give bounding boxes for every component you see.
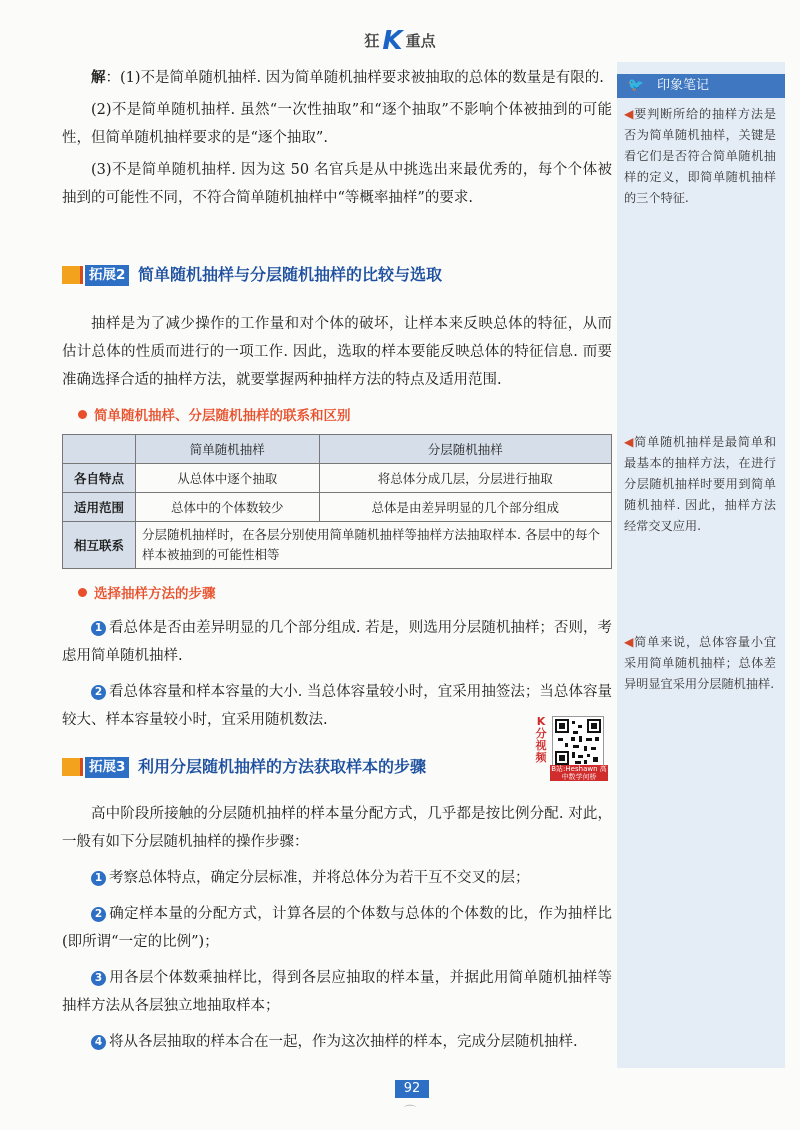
page-header	[0, 26, 800, 56]
comparison-table	[62, 434, 612, 569]
ext3-body	[62, 800, 612, 1056]
table-cell: 分层随机抽样时，在各层分别使用简单随机抽样等抽样方法抽取样本. 各层中的每个样本被抽到的可能性相等	[136, 522, 612, 569]
row-label: 各自特点	[63, 464, 136, 493]
bird-ornament-icon: ⌒	[404, 1104, 417, 1118]
table-cell: 总体中的个体数较少	[136, 493, 320, 522]
step-item: 1 考察总体特点，确定分层标准，并将总体分为若干互不交叉的层；	[62, 864, 612, 892]
step-item: 2 确定样本量的分配方式，计算各层的个体数与总体的个体数的比，作为抽样比(即所谓“一定的比例”)；	[62, 906, 612, 950]
table-header-cell: 简单随机抽样	[136, 435, 320, 464]
row-label: 适用范围	[63, 493, 136, 522]
table-row	[63, 493, 612, 522]
triangle-icon: ◀	[624, 635, 635, 649]
notes-sidebar	[617, 62, 785, 1068]
page-number: 92	[395, 1080, 429, 1098]
step-item: 2 看总体容量和样本容量的大小. 当总体容量较小时，宜采用抽签法；当总体容量较大、样本容量较小时，宜采用随机数法.	[62, 684, 612, 728]
row-label: 相互联系	[63, 522, 136, 569]
k-logo-icon: K	[382, 26, 403, 56]
bird-icon: 🐦	[627, 78, 645, 93]
video-label: K 分视频	[535, 715, 547, 764]
bullet-icon	[78, 410, 87, 419]
qr-caption: B站:Heshawn 高中数学何桥	[551, 765, 607, 781]
header-right: 重点	[405, 32, 436, 50]
step-item: 3 用各层个体数乘抽样比，得到各层应抽取的样本量，并据此用简单随机抽样等抽样方法从各层独立地抽取样本；	[62, 970, 612, 1014]
number-badge: 2	[91, 907, 106, 922]
number-badge: 1	[91, 621, 106, 636]
ext2-tag: 拓展2	[85, 265, 129, 286]
ext2-steps	[62, 614, 612, 734]
solution-p1: 解：(1)不是简单随机抽样. 因为简单随机抽样要求被抽取的总体的数量是有限的.	[91, 69, 604, 86]
number-badge: 2	[91, 685, 106, 700]
solution-p3: (3)不是简单随机抽样. 因为这 50 名官兵是从中挑选出来最优秀的，每个个体被抽到的可能性不同，不符合简单随机抽样中“等概率抽样”的要求.	[62, 162, 612, 206]
ext3-title: 利用分层随机抽样的方法获取样本的步骤	[138, 757, 427, 776]
table-row	[63, 464, 612, 493]
triangle-icon: ◀	[624, 107, 635, 121]
table-cell: 从总体中逐个抽取	[136, 464, 320, 493]
bullet-icon	[78, 588, 87, 597]
ext2-intro: 抽样是为了减少操作的工作量和对个体的破坏，让样本来反映总体的特征，从而估计总体的性质而进行的一项工作. 因此，选取的样本要能反映总体的特征信息. 而要准确选择合适的抽样方法，就要掌握两种抽样方法的特点及适用范围.	[62, 316, 612, 388]
sidebar-note-1: ◀要判断所给的抽样方法是否为简单随机抽样，关键是看它们是否符合简单随机抽样的定义，即简单随机抽样的三个特征.	[624, 107, 777, 205]
ext3-heading	[62, 756, 612, 780]
number-badge: 3	[91, 971, 106, 986]
step-item: 1 看总体是否由差异明显的几个部分组成. 若是，则选用分层随机抽样；否则，考虑用简单随机抽样.	[62, 620, 612, 664]
sidebar-note-3: ◀简单来说，总体容量小宜采用简单随机抽样；总体差异明显宜采用分层随机抽样.	[624, 635, 777, 691]
header-left: 狂	[364, 32, 380, 50]
solution-p2: (2)不是简单随机抽样. 虽然“一次性抽取”和“逐个抽取”不影响个体被抽到的可能性，但简单随机抽样要求的是“逐个抽取”.	[62, 102, 612, 146]
ext2-subheading-2: 选择抽样方法的步骤	[78, 582, 216, 602]
sidebar-header	[617, 74, 785, 98]
book-icon	[62, 266, 83, 284]
sidebar-title: 印象笔记	[657, 78, 710, 93]
table-header-cell: 分层随机抽样	[319, 435, 612, 464]
table-row	[63, 522, 612, 569]
table-corner	[63, 435, 136, 464]
ext2-title: 简单随机抽样与分层随机抽样的比较与选取	[138, 265, 443, 284]
ext2-heading	[62, 264, 612, 288]
step-item: 4 将从各层抽取的样本合在一起，作为这次抽样的样本，完成分层随机抽样.	[62, 1028, 612, 1056]
table-cell: 总体是由差异明显的几个部分组成	[319, 493, 612, 522]
triangle-icon: ◀	[624, 435, 635, 449]
solution-block	[62, 64, 612, 212]
ext3-tag: 拓展3	[85, 757, 129, 778]
ext2-subheading-1: 简单随机抽样、分层随机抽样的联系和区别	[78, 404, 351, 424]
table-header-row	[63, 435, 612, 464]
book-icon	[62, 758, 83, 776]
table-cell: 将总体分成几层，分层进行抽取	[319, 464, 612, 493]
number-badge: 1	[91, 871, 106, 886]
ext3-intro: 高中阶段所接触的分层随机抽样的样本量分配方式，几乎都是按比例分配. 对此，一般有如下分层随机抽样的操作步骤：	[62, 806, 612, 850]
number-badge: 4	[91, 1035, 106, 1050]
sidebar-note-2: ◀简单随机抽样是最简单和最基本的抽样方法，在进行分层随机抽样时要用到简单随机抽样. 因此，抽样方法经常交叉应用.	[624, 435, 777, 533]
